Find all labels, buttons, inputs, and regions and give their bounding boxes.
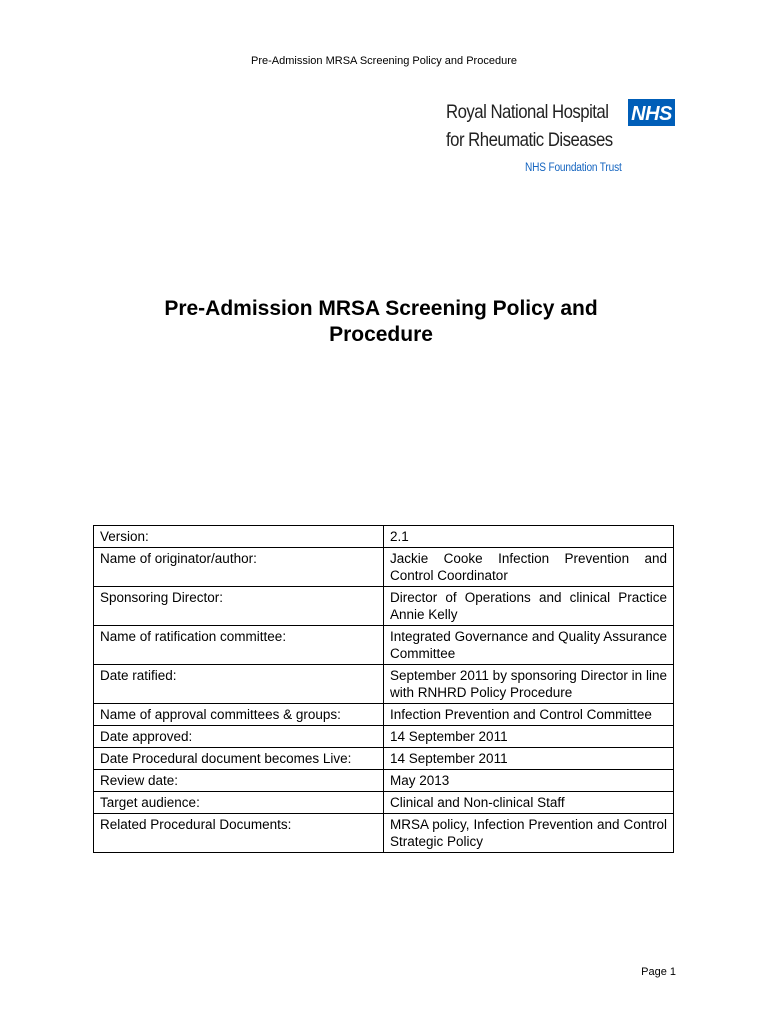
table-row [94,814,674,853]
nhs-logo-icon [628,99,675,126]
logo-hospital-name-line1: Royal National Hospital [446,101,609,123]
hospital-logo [446,98,682,180]
table-row [94,587,674,626]
table-row [94,748,674,770]
table-cell-label: Related Procedural Documents: [94,814,384,853]
table-cell-label: Date approved: [94,726,384,748]
table-row [94,665,674,704]
table-row [94,548,674,587]
table-row [94,726,674,748]
page-title: Pre-Admission MRSA Screening Policy and Procedure [164,297,598,346]
page-number: Page 1 [641,966,676,978]
table-cell-label: Version: [94,526,384,548]
document-info-table [93,525,674,853]
table-cell-value: 14 September 2011 [384,748,674,770]
table-cell-label: Sponsoring Director: [94,587,384,626]
table-cell-value: Director of Operations and clinical Practice Annie Kelly [384,587,674,626]
table-cell-label: Date ratified: [94,665,384,704]
table-cell-value: Integrated Governance and Quality Assurance Committee [384,626,674,665]
table-cell-label: Review date: [94,770,384,792]
table-cell-label: Name of ratification committee: [94,626,384,665]
table-row [94,704,674,726]
table-row [94,626,674,665]
logo-trust-name: NHS Foundation Trust [525,162,622,174]
table-cell-value: Infection Prevention and Control Committee [384,704,674,726]
table-cell-value: Jackie Cooke Infection Prevention and Control Coordinator [384,548,674,587]
table-cell-value: May 2013 [384,770,674,792]
running-header: Pre-Admission MRSA Screening Policy and Procedure [251,55,517,67]
table-row [94,526,674,548]
table-cell-label: Date Procedural document becomes Live: [94,748,384,770]
nhs-logo-text: NHS [631,103,672,125]
table-cell-value: MRSA policy, Infection Prevention and Control Strategic Policy [384,814,674,853]
table-cell-value: September 2011 by sponsoring Director in line with RNHRD Policy Procedure [384,665,674,704]
table-cell-value: Clinical and Non-clinical Staff [384,792,674,814]
table-cell-label: Target audience: [94,792,384,814]
table-row [94,792,674,814]
table-cell-value: 14 September 2011 [384,726,674,748]
table-row [94,770,674,792]
logo-hospital-name-line2: for Rheumatic Diseases [446,129,613,151]
table-cell-label: Name of approval committees & groups: [94,704,384,726]
table-cell-value: 2.1 [384,526,674,548]
table-cell-label: Name of originator/author: [94,548,384,587]
